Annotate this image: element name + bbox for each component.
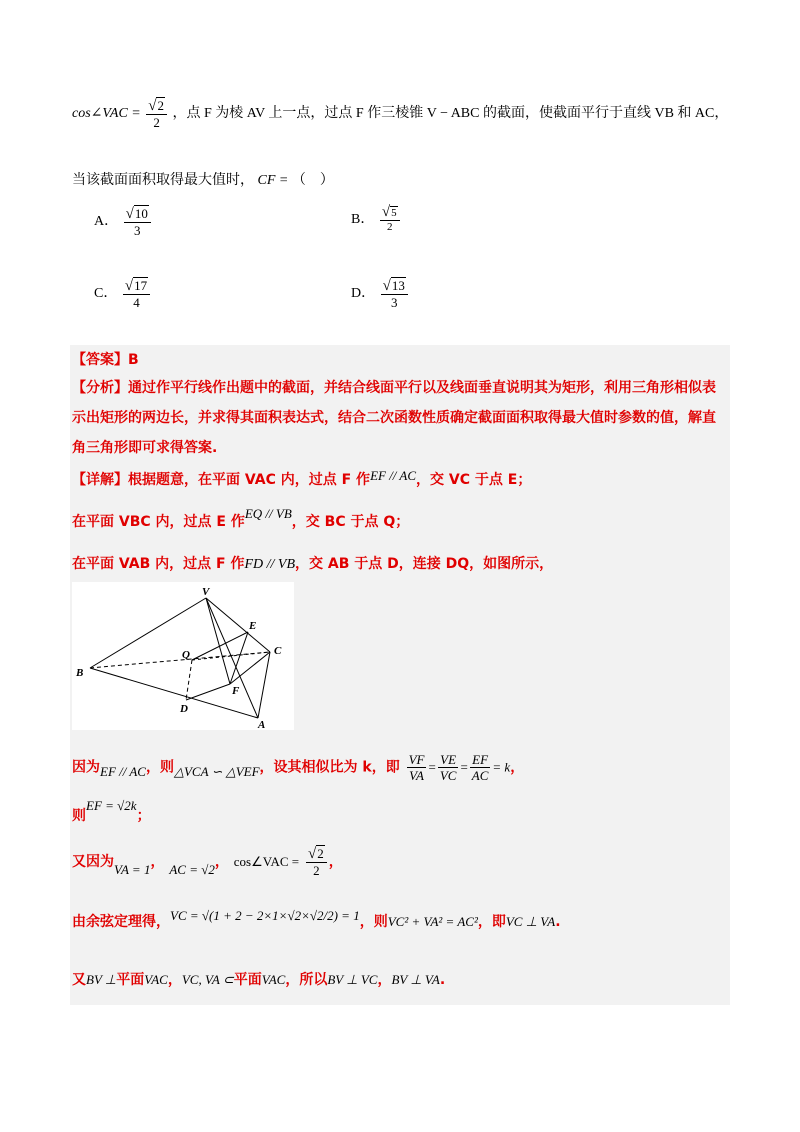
analysis-line-2: 示出矩形的两边长，并求得其面积表达式，结合二次函数性质确定截面面积取得最大值时参数的值，解直 xyxy=(72,410,716,426)
also-line: 又因为VA = 1， AC = √2， cos∠VAC = $\frac{√2}{2}$ ， xyxy=(72,846,343,878)
option-c[interactable]: C． $\frac{√17}{4}$ xyxy=(94,278,152,310)
detail-line-3: 在平面 VAB 内，过点 F 作FD // VB，交 AB 于点 D，连接 DQ，如图所示， xyxy=(72,556,554,572)
then-line: 则EF = √2k； xyxy=(72,798,151,824)
analysis-line-1: 【分析】通过作平行线作出题中的截面，并结合线面平行以及线面垂直说明其为矩形，利用三角形相似表 xyxy=(72,380,716,396)
question-text: ，点 F 为棱 AV 上一点，过点 F 作三棱锥 V − ABC 的截面，使截面平行于直线 VB 和 AC， xyxy=(172,106,729,122)
perpendicular-line: 又BV ⊥平面VAC，VC, VA ⊂平面VAC，所以BV ⊥ VC，BV ⊥ VA. xyxy=(72,972,446,988)
option-b[interactable]: B． $\frac{√5}{2}$ xyxy=(351,206,402,234)
label-d: D xyxy=(180,703,188,715)
analysis-line-3: 角三角形即可求得答案. xyxy=(72,440,218,456)
cosine-law-line: 由余弦定理得，VC = √(1 + 2 − 2×1×√2×√2/2) = 1，则VC² + VA² = AC²，即VC ⊥ VA. xyxy=(72,908,561,930)
pyramid-figure xyxy=(72,582,294,730)
label-f: F xyxy=(232,685,240,697)
label-e: E xyxy=(249,620,257,632)
label-q: Q xyxy=(182,649,190,661)
label-a: A xyxy=(258,719,266,730)
option-a[interactable]: A． $\frac{√10}{3}$ xyxy=(94,206,153,238)
because-line: 因为EF // AC，则△VCA ∽ △VEF，设其相似比为 k，即 $\frac{VF}{VA}$ = $\frac{VE}{VC}$ = $\frac{EF}{AC}$ = k， xyxy=(72,752,525,783)
cos-expression: cos∠VAC = xyxy=(72,106,141,122)
option-d[interactable]: D． $\frac{√13}{3}$ xyxy=(351,278,410,310)
answer-line: 【答案】B xyxy=(72,352,139,368)
label-b: B xyxy=(76,667,84,679)
question-line-1 xyxy=(72,98,728,130)
detail-line-1: 【详解】根据题意，在平面 VAC 内，过点 F 作EF // AC，交 VC 于点 E； xyxy=(72,468,532,488)
detail-line-2: 在平面 VBC 内，过点 E 作EQ // VB，交 BC 于点 Q； xyxy=(72,506,410,530)
label-c: C xyxy=(274,645,282,657)
frac-vf-va: $\frac{VF}{VA}$ xyxy=(408,752,425,783)
fraction-sqrt2-over-2: $\frac{√2}{2}$ xyxy=(146,98,167,130)
question-line-2: 当该截面面积取得最大值时， CF = （ ） xyxy=(72,173,334,188)
label-v: V xyxy=(202,586,210,598)
pyramid-diagram xyxy=(72,582,294,730)
frac-ve-vc: $\frac{VE}{VC}$ xyxy=(439,752,457,783)
frac-ef-ac: $\frac{EF}{AC}$ xyxy=(471,752,489,783)
